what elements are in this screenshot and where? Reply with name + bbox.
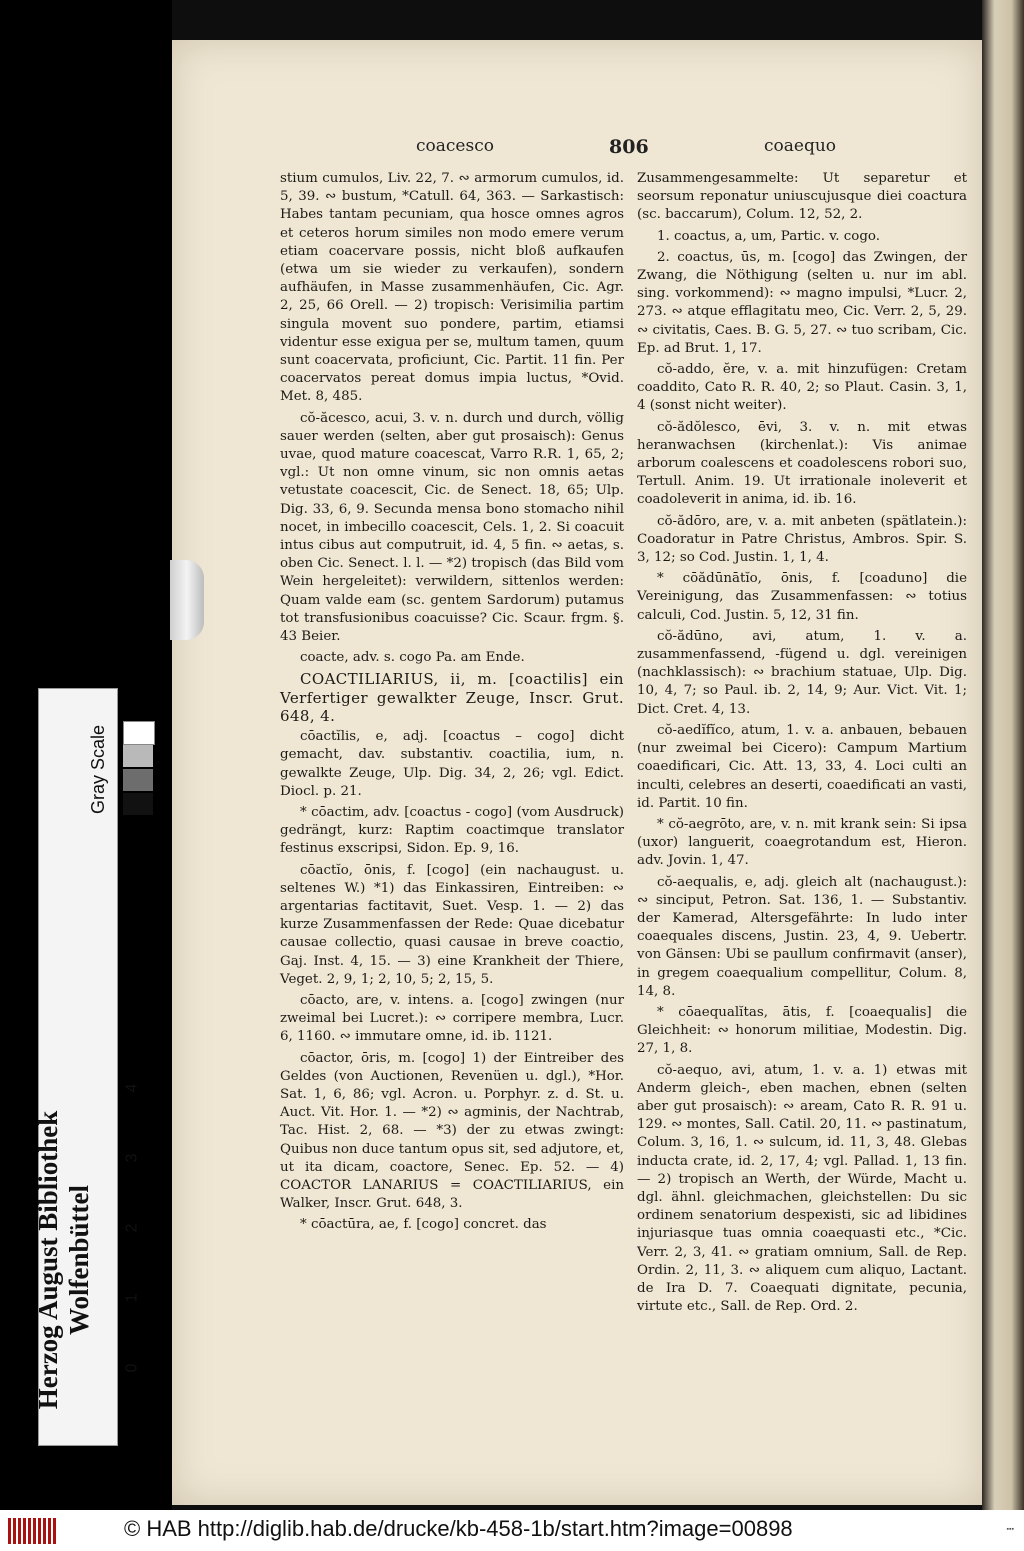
entry-paragraph: 2. coactus, ūs, m. [cogo] das Zwingen, der Zwang, die Nöthigung (selten u. nur im abl. sing. vorkommend): ∾ magno impulsi, *Lucr. 2, 273. ∾ atque efflagitatu meo, Cic. Verr. 2, 5, 29. ∾ civitatis, Caes. B. G. 5, 27. ∾ tuo scribam, Cic. Ep. ad Brut. 1, 17. [637,249,967,356]
ruler-number: 2 [123,1223,141,1233]
entry-paragraph: * cōădūnātĭo, ōnis, f. [coaduno] die Vereinigung, das Zusammenfassen: ∾ totius calculi, Cod. Justin. 5, 12, 31 fin. [637,571,967,623]
footer-bar [0,1510,1024,1551]
institution-name: Herzog August Bibliothek Wolfenbüttel [33,1110,94,1410]
ruler-number: 0 [123,1363,141,1373]
entry-paragraph: cōacto, are, v. intens. a. [cogo] zwingen (nur zweimal bei Lucret.): ∾ corripere membra, Lucr. 6, 1160. ∾ immutare omne, id. ib. 1121. [280,992,624,1045]
page-clip [170,560,204,640]
entry-paragraph: cōactĭo, ōnis, f. [cogo] (ein nachaugust. u. seltenes W.) *1) das Einkassiren, Eintreiben: ∾ argentarias factitavit, Suet. Vesp. 1. — 2) das kurze Zusammenfassen der Rede: Quae dicebatur causae collectio, quasi causae in breve coactio, Gaj. Inst. 4, 15. — 3) eine Krankheit der Thiere, Veget. 2, 9, 1; 2, 10, 5; 2, 15, 5. [280,862,624,987]
entry-paragraph: cōactor, ōris, m. [cogo] 1) der Eintreiber des Geldes (von Auctionen, Revenüen u. dgl.), *Hor. Sat. 1, 6, 86; vgl. Acron. u. Porphyr. z. d. St. u. Auct. Vit. Hor. 1. — *2) ∾ agminis, der Nachtrab, Tac. Hist. 2, 68. — *3) der zu etwas zwingt: Quibus non duce tantum opus sit, sed adjutore, et, ut ita dicam, coactore, Senec. Ep. 52. — 4) COACTOR LANARIUS = COACTILIARIUS, ein Walker, Inscr. Grut. 648, 3. [280,1050,624,1212]
page-number: 806 [609,136,649,158]
entry-paragraph: cŏ-ăcesco, acui, 3. v. n. durch und durch, völlig sauer werden (selten, aber gut prosaisch): Genus uvae, quod mature coacescat, Varro R.R. 1, 65, 2; vgl.: Ut non omne vinum, sic non omnis aetas vetustate coacescit, Cic. de Senect. 18, 65; Ulp. Dig. 33, 6, 9. Secunda mensa bono stomacho nihil nocet, in imbecillo coacescit, Cels. 1, 2. Si coacuit intus cibus aut computruit, id. 4, 5 fin. ∾ aetas, s. oben Cic. Senect. l. l. — *2) tropisch (das Bild vom Wein hergeleitet): verwildern, sittenlos werden: Quam valde eam (sc. gentem Sardorum) putamus tot transfusionibus coacuisse? Cic. Scaur. frgm. §. 43 Beier. [280,410,624,645]
entry-paragraph: * cōactūra, ae, f. [cogo] concret. das [300,1217,547,1233]
header-right-guideword: coaequo [764,136,837,156]
entry-paragraph: * cōactim, adv. [coactus - cogo] (vom Ausdruck) gedrängt, kurz: Raptim coactimque translator festinus exscripsi, Sidon. Ep. 9, 16. [280,804,624,857]
ruler-number: 4 [123,1083,141,1093]
header-left-guideword: coacesco [416,136,494,156]
entry-paragraph: Zusammengesammelte: Ut separetur et seorsum reponatur uniuscujusque diei coactura (sc. baccarum), Colum. 12, 52, 2. [637,171,967,223]
entry-paragraph: 1. coactus, a, um, Partic. v. cogo. [657,228,880,244]
swatch-dark-gray [123,769,153,791]
swatch-light-gray [123,745,153,767]
entry-paragraph: stium cumulos, Liv. 22, 7. ∾ armorum cumulos, id. 5, 39. ∾ bustum, *Catull. 64, 363. — Sarkastisch: Habes tantam pecuniam, qua hosce omnes agros et ceteros horum similes non modo emere verum etiam coacervare possis, nicht bloß aufkaufen (etwa um sie wieder zu verkaufen), sondern aufhäufen, in Masse zusammenhäufen, Cic. Agr. 2, 25, 66 Orell. — 2) tropisch: Verisimilia partim singula movent suo pondere, partim, etiamsi videntur esse exigua per se, multum tamen, quum sunt coacervata, proficiunt, Cic. Partit. 11 fin. Per coacervatos pereat domus impia luctus, *Ovid. Met. 8, 485. [280,171,624,405]
entry-paragraph: cŏ-aequalis, e, adj. gleich alt (nachaugust.): ∾ sinciput, Petron. Sat. 136, 1. — Substantiv. der Kamerad, Altersgefährte: In ludo inter coaequales discens, Justin. 23, 4, 9. Uebertr. von Gänsen: Ubi se paullum confirmavit (anser), in gregem coaequalium compellitur, Colum. 8, 14, 8. [637,874,967,999]
ruler-number: 3 [123,1153,141,1163]
left-text-column [280,170,624,1238]
entry-paragraph: * cōaequalĭtas, ātis, f. [coaequalis] die Gleichheit: ∾ honorum militiae, Modestin. Dig. 27, 1, 8. [637,1004,967,1057]
next-page-edge [982,0,1024,1510]
swatch-white [123,721,155,745]
book-page [172,40,982,1505]
entry-paragraph: coacte, adv. s. cogo Pa. am Ende. [300,650,525,666]
swatch-black [123,793,153,815]
entry-paragraph: cŏ-aequo, avi, atum, 1. v. a. 1) etwas mit Anderm gleich-, eben machen, ebnen (selten aber gut prosaisch): ∾ aream, Cato R. R. 91 u. 129. ∾ montes, Sall. Catil. 20, 11. ∾ pastinatum, Colum. 3, 16, 1. ∾ sulcum, id. 11, 3, 48. Glebas inducta crate, id. 2, 17, 4; vgl. Pallad. 1, 13 fin. — 2) tropisch an Werth, der Würde, Macht u. dgl. ähnl. gleichmachen, gleichstellen: Du sic ordinem senatorium despexisti, sic ad libidines injuriasque tuas omnia coaequasti etc., *Cic. Verr. 2, 3, 41. ∾ gratiam omnium, Sall. de Rep. Ordin. 2, 11, 3. ∾ aliquem cum aliquo, Lactant. de Ira D. 7. Coaequati dignitate, pecunia, virtute etc., Sall. de Rep. Ord. 2. [637,1062,967,1315]
entry-paragraph: cŏ-ădūno, avi, atum, 1. v. a. zusammenfassend, -fügend u. dgl. vereinigen (nachklassisch): ∾ brachium statuae, Ulp. Dig. 10, 4, 7; so Paul. ib. 2, 14, 9; Aur. Vict. Vit. 1; Dict. Cret. 4, 13. [637,628,967,717]
footer-mark: ▪▪▪ [1006,1526,1014,1533]
copyright-url: © HAB http://diglib.hab.de/drucke/kb-458-1b/start.htm?image=00898 [124,1516,793,1541]
entry-paragraph: cŏ-aedĭfĭco, atum, 1. v. a. anbauen, bebauen (nur zweimal bei Cicero): Campum Martium coaedificari, Cic. Att. 13, 33, 4. Loci culti an inculti, celebres an deserti, coaedificati an vasti, id. Partit. 10 fin. [637,722,967,811]
gray-scale-card [33,688,141,1446]
entry-paragraph: COACTILIARIUS, ii, m. [coactilis] ein Verfertiger gewalkter Zeuge, Inscr. Grut. 648, 4. [280,670,624,725]
entry-paragraph: * cŏ-aegrōto, are, v. n. mit krank sein: Si ipsa (uxor) languerit, coaegrotandum est, Hieron. adv. Jovin. 1, 47. [637,816,967,869]
entry-paragraph: cŏ-ădōro, are, v. a. mit anbeten (spätlatein.): Coadoratur in Patre Christus, Ambros. Spir. S. 3, 12; so Cod. Justin. 1, 1, 4. [637,513,967,566]
entry-paragraph: cŏ-ădŏlesco, ēvi, 3. v. n. mit etwas heranwachsen (kirchenlat.): Vis animae arborum coalescens et coadolescens robori suo, Tertull. Anim. 19. Ut irrationale inoleverit et coadoleverit in anima, id. ib. 16. [637,419,967,508]
right-text-column [637,170,967,1319]
ruler-number: 1 [123,1293,141,1303]
entry-paragraph: cŏ-addo, ĕre, v. a. mit hinzufügen: Cretam coaddito, Cato R. R. 40, 2; so Plaut. Casin. 3, 1, 4 (sonst nicht weiter). [637,362,967,414]
entry-paragraph: cōactĭlis, e, adj. [coactus – cogo] dicht gemacht, dav. substantiv. coactilia, ium, n. gewalkte Zeuge, Ulp. Dig. 34, 2, 26; vgl. Edict. Diocl. p. 21. [280,729,624,799]
gray-scale-label: Gray Scale [88,724,109,815]
hab-logo-icon [8,1518,98,1544]
